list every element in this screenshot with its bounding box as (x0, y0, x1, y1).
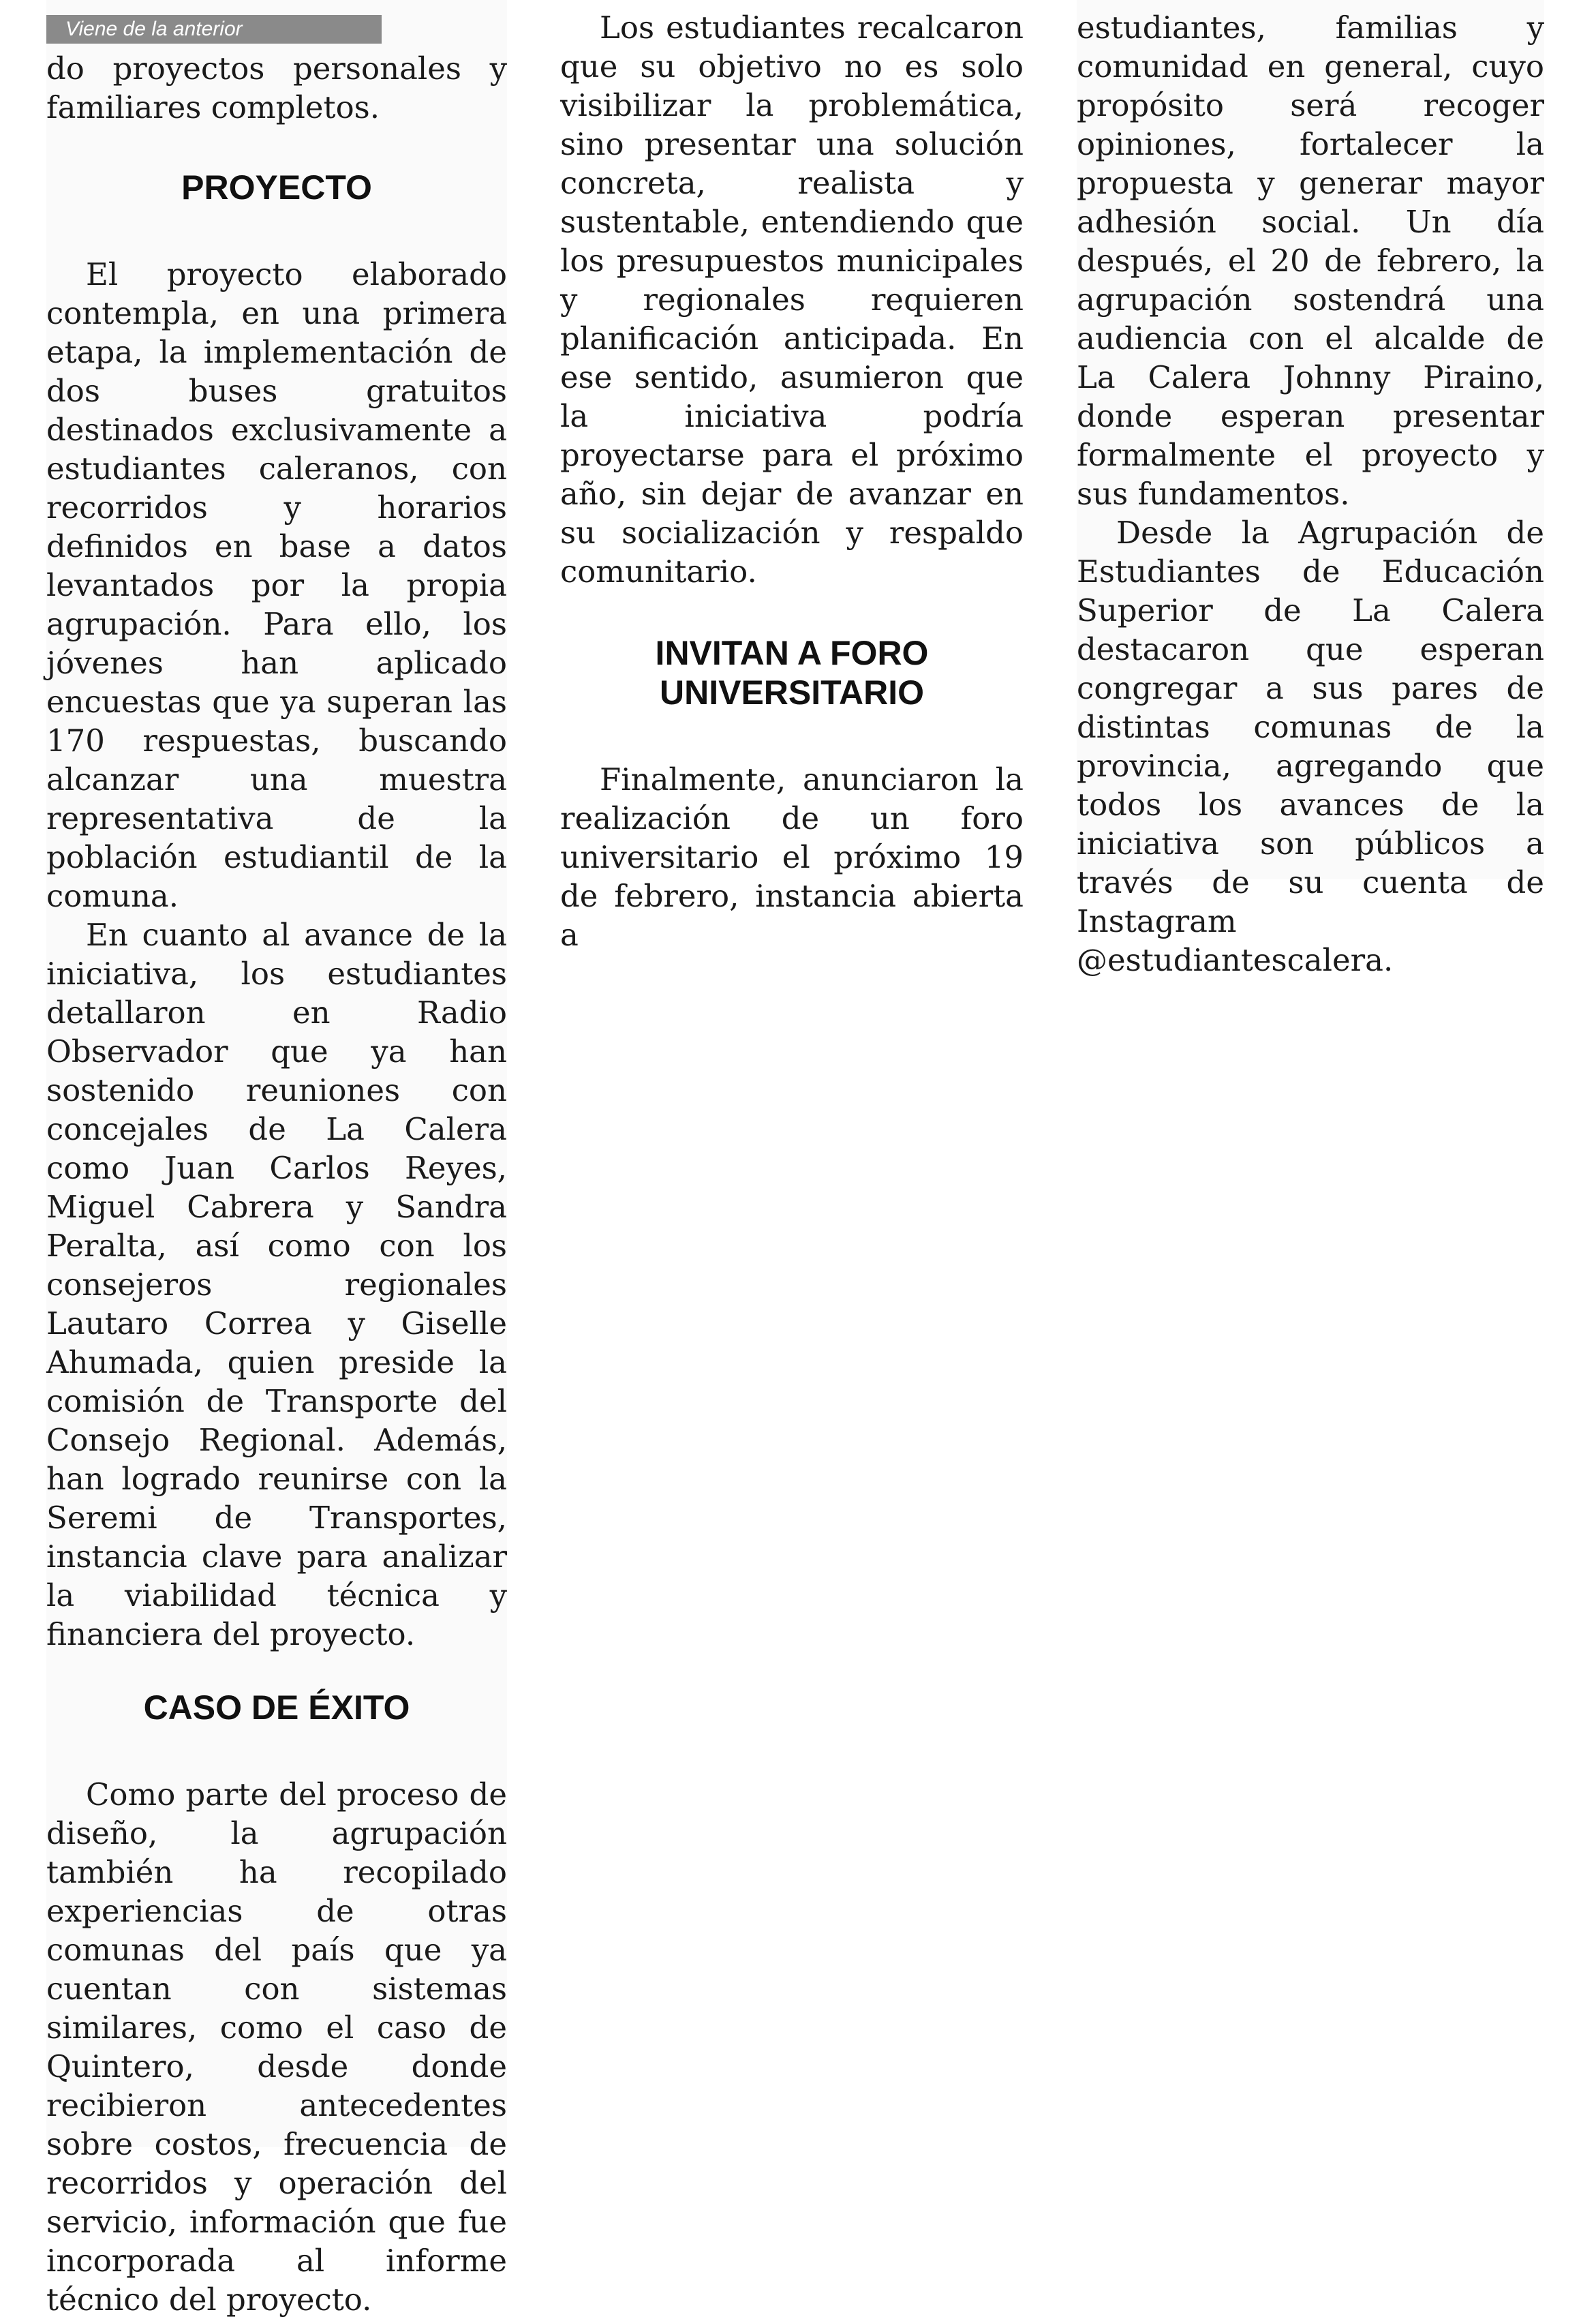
continuation-paragraph: estudiantes, familias y comunidad en general, cuyo propósito será recoger opiniones, fortalecer la propuesta y generar mayor adhesión social. Un día después, el 20 de febrero, la agrupación sostendrá una audiencia con el alcalde de La Calera Johnny Piraino, donde esperan presentar formalmente el proyecto y sus fundamentos. (1077, 10, 1544, 512)
article-column-2 (560, 0, 1024, 954)
avance-paragraph: En cuanto al avance de la iniciativa, los estudiantes detallaron en Radio Observador que ya han sostenido reuniones con concejales de La Calera como Juan Carlos Reyes, Miguel Cabrera y Sandra Peralta, así como con los consejeros regionales Lautaro Correa y Giselle Ahumada, quien preside la comisión de Transporte del Consejo Regional. Además, han logrado reunirse con la Seremi de Transportes, instancia clave para analizar la viabilidad técnica y financiera del proyecto. (46, 917, 507, 1652)
intro-paragraph: do proyectos personales y familiares completos. (46, 50, 507, 125)
section-heading-foro: INVITAN A FORO UNIVERSITARIO (655, 634, 929, 712)
section-heading-caso-de-exito: CASO DE ÉXITO (143, 1688, 410, 1727)
recalcaron-paragraph: Los estudiantes recalcaron que su objetivo no es solo visibilizar la problemática, sino presentar una solución concreta, realista y sustentable, entendiendo que los presupuestos municipales y regionales requieren planificación anticipada. En ese sentido, asumieron que la iniciativa podría proyectarse para el próximo año, sin dejar de avanzar en su socialización y respaldo comunitario. (560, 10, 1024, 590)
desde-paragraph: Desde la Agrupación de Estudiantes de Educación Superior de La Calera destacaron que esperan congregar a sus pares de distintas comunas de la provincia, agregando que todos los avances de la iniciativa son públicos a través de su cuenta de Instagram @estudiantescalera. (1077, 515, 1544, 978)
foro-paragraph: Finalmente, anunciaron la realización de un foro universitario el próximo 19 de febrero, instancia abierta a (560, 761, 1024, 953)
article-column-3 (1077, 0, 1544, 978)
proyecto-paragraph: El proyecto elaborado contempla, en una primera etapa, la implementación de dos buses gratuitos destinados exclusivamente a estudiantes caleranos, con recorridos y horarios definidos en base a datos levantados por la propia agrupación. Para ello, los jóvenes han aplicado encuestas que ya superan las 170 respuestas, buscando alcanzar una muestra representativa de la población estudiantil de la comuna. (46, 256, 507, 914)
caso-paragraph: Como parte del proceso de diseño, la agrupación también ha recopilado experiencias de otras comunas del país que ya cuentan con sistemas similares, como el caso de Quintero, desde donde recibieron antecedentes sobre costos, frecuencia de recorridos y operación del servicio, información que fue incorporada al informe técnico del proyecto. (46, 1776, 507, 2318)
article-column-1 (46, 0, 507, 2318)
section-heading-proyecto: PROYECTO (181, 168, 372, 207)
continued-from-label: Viene de la anterior (46, 15, 382, 44)
